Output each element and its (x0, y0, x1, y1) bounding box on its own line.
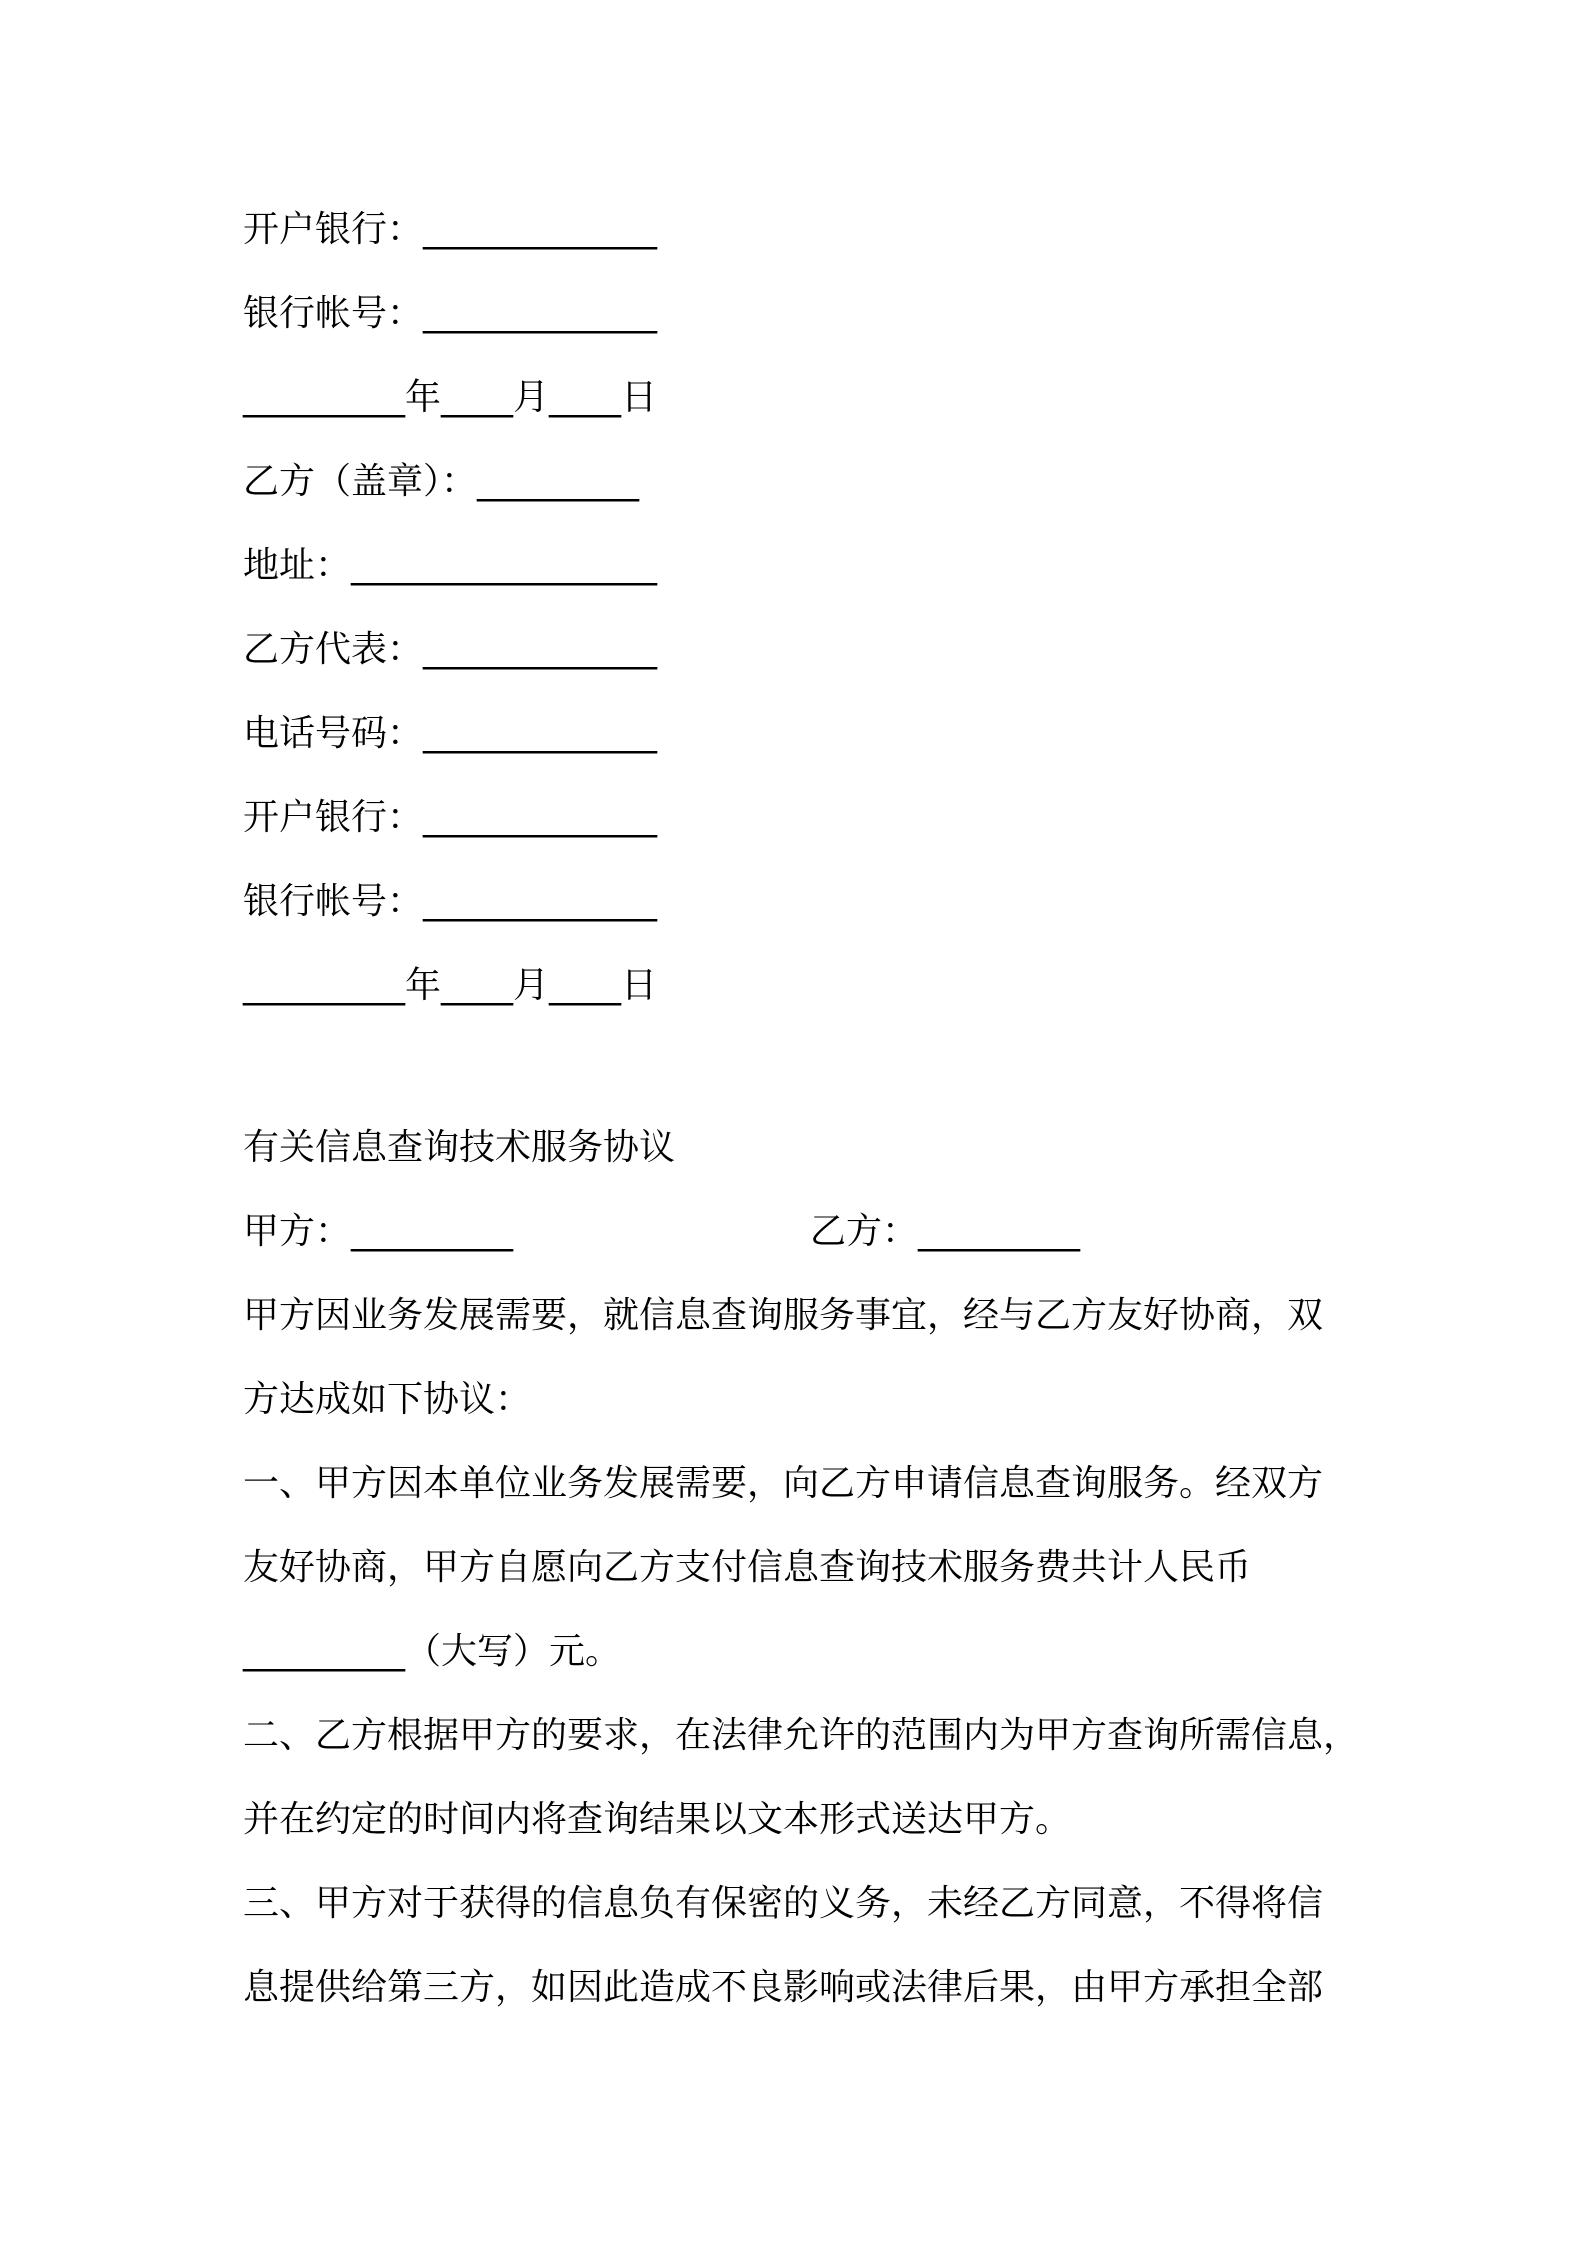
clause-1-line-1: 一、甲方因本单位业务发展需要，向乙方申请信息查询服务。经双方 (243, 1463, 1324, 1504)
party-b-line: 乙方：_________ (810, 1211, 1081, 1252)
party-a-line: 甲方：_________ (243, 1211, 514, 1252)
party-b-seal-line: 乙方（盖章）：_________ (243, 461, 640, 502)
phone-number-line: 电话号码：_____________ (243, 713, 658, 754)
bank-account-line: 银行帐号：_____________ (243, 293, 658, 334)
date-line-b: _________年____月____日 (243, 965, 657, 1006)
date-line: _________年____月____日 (243, 377, 657, 418)
clause-1-line-3: _________（大写）元。 (243, 1631, 622, 1672)
clause-3-line-2: 息提供给第三方，如因此造成不良影响或法律后果，由甲方承担全部 (243, 1967, 1324, 2008)
intro-line-2: 方达成如下协议： (243, 1379, 532, 1420)
address-line: 地址：_________________ (243, 545, 658, 586)
clause-2-line-2: 并在约定的时间内将查询结果以文本形式送达甲方。 (243, 1799, 1072, 1840)
bank-account-line-b: 银行帐号：_____________ (243, 881, 658, 922)
intro-line-1: 甲方因业务发展需要，就信息查询服务事宜，经与乙方友好协商，双 (243, 1295, 1324, 1336)
bank-name-line-b: 开户银行：_____________ (243, 797, 658, 838)
clause-3-line-1: 三、甲方对于获得的信息负有保密的义务，未经乙方同意，不得将信 (243, 1883, 1324, 1924)
agreement-title: 有关信息查询技术服务协议 (243, 1127, 676, 1168)
party-b-representative-line: 乙方代表：_____________ (243, 629, 658, 670)
bank-name-line: 开户银行：_____________ (243, 209, 658, 250)
clause-2-line-1: 二、乙方根据甲方的要求，在法律允许的范围内为甲方查询所需信息， (243, 1715, 1360, 1756)
clause-1-line-2: 友好协商，甲方自愿向乙方支付信息查询技术服务费共计人民币 (243, 1547, 1252, 1588)
